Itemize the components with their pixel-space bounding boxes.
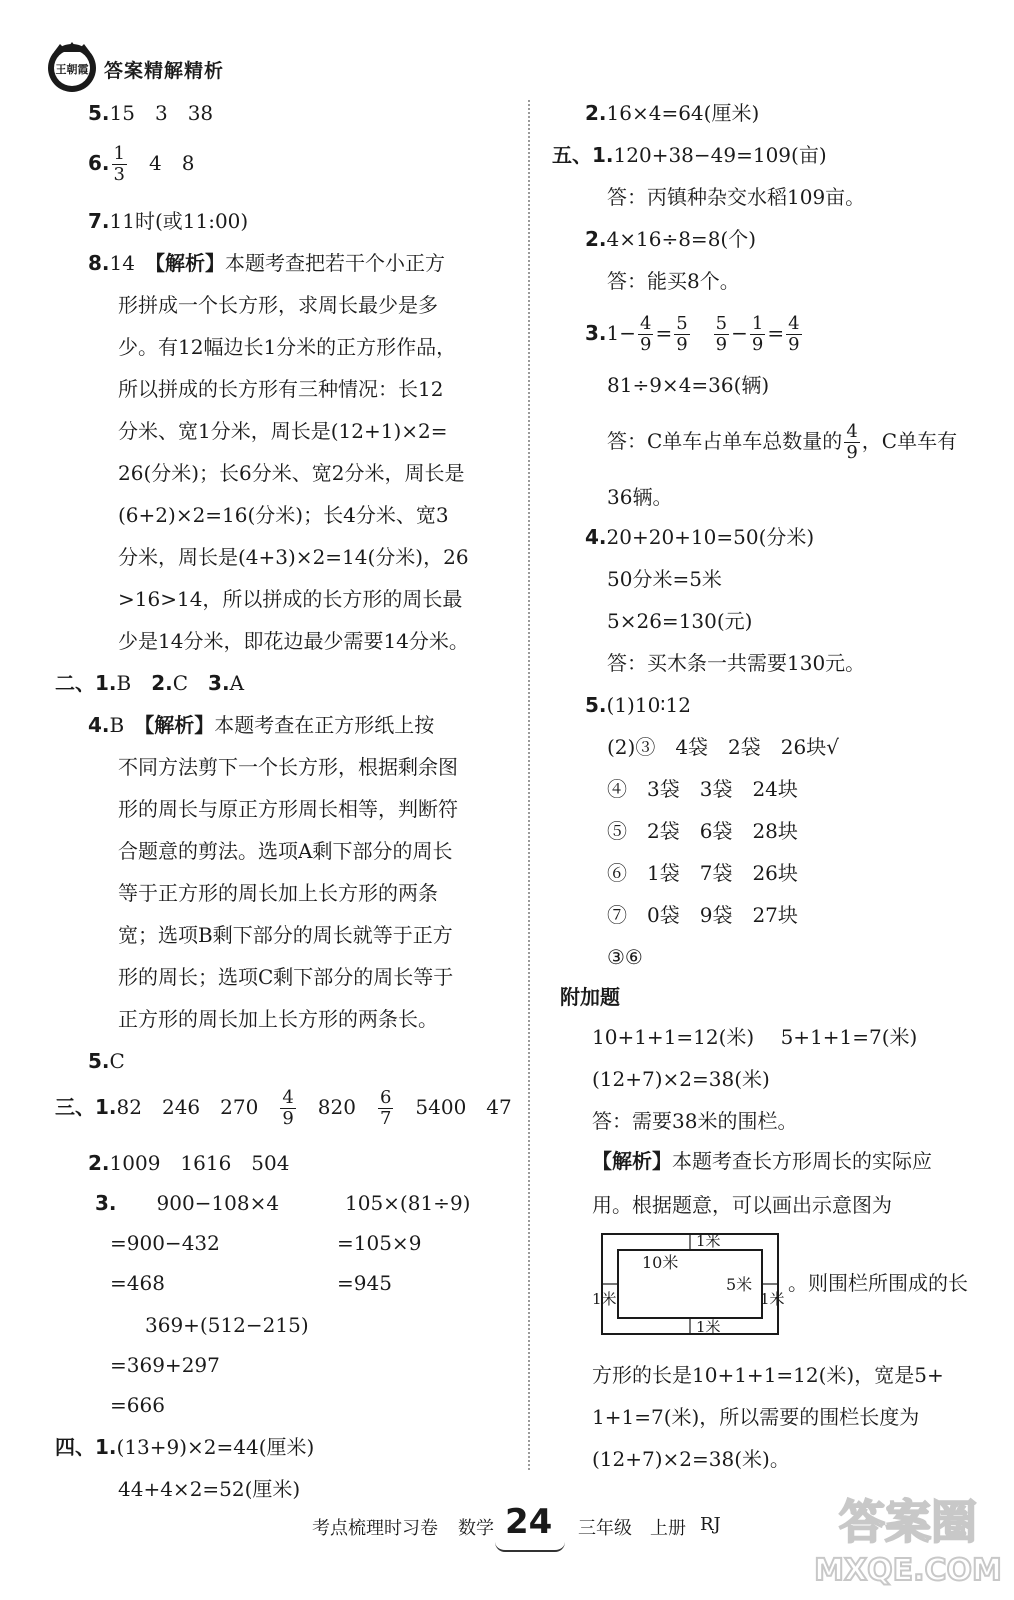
answer-line: 1+1=7(米)，所以需要的围栏长度为	[592, 1405, 920, 1429]
footer-term: 上册	[650, 1518, 686, 1539]
answer-line: =369+297	[110, 1353, 220, 1377]
answer-line: 4.20+20+10=50(分米)	[585, 525, 815, 549]
answer-line: 形的周长；选项C剩下部分的周长等于	[118, 965, 454, 989]
answer-line: 合题意的剪法。选项A剩下部分的周长	[118, 839, 453, 863]
footer-grade: 三年级	[578, 1518, 632, 1539]
answer-line: 7.11时(或11:00)	[88, 209, 249, 233]
diagram-bottom-label: 1米	[696, 1318, 721, 1336]
fence-diagram	[592, 1228, 788, 1340]
fraction: $\frac{4}{9}$	[640, 313, 652, 355]
answer-line: 5.(1)10∶12	[585, 693, 691, 717]
answer-line: 附加题	[560, 985, 620, 1009]
publisher-logo	[42, 36, 102, 96]
answer-line: 3.1− $\frac{4}{9}$ = $\frac{5}{9}$ $\frac{5}{9}$ − $\frac{1}{9}$ = $\frac{4}{9}$	[585, 313, 800, 355]
answer-line: 三、1.82 246 270 $\frac{4}{9}$ 820 $\frac{6}{7}$ 5400 47	[55, 1087, 512, 1129]
answer-line: 正方形的周长加上长方形的两条长。	[118, 1007, 438, 1031]
answer-line: =900−432	[110, 1231, 220, 1255]
answer-line: 2.4×16÷8=8(个)	[585, 227, 757, 251]
fraction: $\frac{1}{3}$	[113, 143, 125, 185]
diagram-inner-long: 10米	[642, 1253, 679, 1272]
diagram-inner-short: 5米	[726, 1275, 753, 1294]
answer-line: 等于正方形的周长加上长方形的两条	[118, 881, 438, 905]
fraction: $\frac{5}{9}$	[676, 313, 688, 355]
answer-line: ⑤ 2袋 6袋 28块	[607, 819, 798, 843]
answer-line: 5.15 3 38	[88, 101, 214, 125]
answer-line: =666	[110, 1393, 165, 1417]
answer-line: 50分米=5米	[607, 567, 722, 591]
diagram-right-label: 1米	[760, 1290, 785, 1308]
answer-line: 分米、宽1分米，周长是(12+1)×2=	[118, 419, 448, 443]
answer-line: 6. $\frac{1}{3}$ 4 8	[88, 143, 195, 185]
answer-line: 答：能买8个。	[607, 269, 740, 293]
answer-line: >16>14，所以拼成的长方形的周长最	[118, 587, 463, 611]
page-number-brace	[495, 1538, 565, 1552]
answer-line: 四、1.(13+9)×2=44(厘米)	[55, 1435, 315, 1459]
answer-line: 少。有12幅边长1分米的正方形作品，	[118, 335, 457, 359]
answer-line: (12+7)×2=38(米)	[592, 1067, 770, 1091]
answer-line: 答：买木条一共需要130元。	[607, 651, 866, 675]
answer-line: 。则围栏所围成的长	[788, 1271, 968, 1295]
fraction: $\frac{6}{7}$	[379, 1087, 392, 1129]
answer-line: ③⑥	[607, 945, 643, 969]
answer-line: 五、1.120+38−49=109(亩)	[552, 143, 827, 167]
svg-text:王朝霞: 王朝霞	[55, 63, 89, 76]
answer-line: 8.14 【解析】本题考查把若干个小正方	[88, 251, 445, 275]
fraction: $\frac{4}{9}$	[846, 421, 858, 463]
answer-line: (6+2)×2=16(分米)；长4分米、宽3	[118, 503, 449, 527]
page-number: 24	[505, 1502, 553, 1542]
answer-line: 答：C单车占单车总数量的 $\frac{4}{9}$ ，C单车有	[607, 421, 958, 463]
answer-line: 26(分米)；长6分米、宽2分米，周长是	[118, 461, 465, 485]
answer-line: ⑥ 1袋 7袋 26块	[607, 861, 798, 885]
answer-line: 5.C	[88, 1049, 125, 1073]
answer-line: 4.B 【解析】本题考查在正方形纸上按	[88, 713, 435, 737]
answer-line: 宽；选项B剩下部分的周长就等于正方	[118, 923, 453, 947]
column-divider	[528, 100, 530, 1470]
answer-line: =468	[110, 1271, 165, 1295]
answer-line: 105×(81÷9)	[345, 1191, 471, 1215]
answer-line: 二、1.B 2.C 3.A	[55, 671, 245, 695]
diagram-left-label: 1米	[592, 1290, 617, 1308]
footer-subject: 数学	[458, 1518, 494, 1539]
diagram-top-label: 1米	[696, 1232, 721, 1250]
footer-edition: RJ	[700, 1514, 721, 1535]
answer-line: 所以拼成的长方形有三种情况：长12	[118, 377, 444, 401]
svg-text:MXQE.COM: MXQE.COM	[814, 1553, 1002, 1588]
fraction: $\frac{4}{9}$	[788, 313, 800, 355]
answer-line: 少是14分米，即花边最少需要14分米。	[118, 629, 469, 653]
answer-line: 用。根据题意，可以画出示意图为	[592, 1193, 892, 1217]
answer-line: 答：丙镇种杂交水稻109亩。	[607, 185, 866, 209]
answer-line: 2.16×4=64(厘米)	[585, 101, 760, 125]
answer-line: 10+1+1=12(米) 5+1+1=7(米)	[592, 1025, 918, 1049]
answer-line: 3. 900−108×4	[95, 1191, 280, 1215]
answer-line: 369+(512−215)	[145, 1313, 309, 1337]
fraction: $\frac{4}{9}$	[282, 1087, 294, 1129]
answer-line: 形拼成一个长方形，求周长最少是多	[118, 293, 438, 317]
answer-line: 81÷9×4=36(辆)	[607, 373, 770, 397]
fraction: $\frac{5}{9}$	[715, 313, 728, 355]
answer-line: ④ 3袋 3袋 24块	[607, 777, 798, 801]
answer-line: 2.1009 1616 504	[88, 1151, 290, 1175]
answer-line: (12+7)×2=38(米)。	[592, 1447, 790, 1471]
answer-line: 44+4×2=52(厘米)	[118, 1477, 301, 1501]
answer-line: 形的周长与原正方形周长相等，判断符	[118, 797, 458, 821]
answer-line: 5×26=130(元)	[607, 609, 753, 633]
answer-line: (2)③ 4袋 2袋 26块√	[607, 735, 839, 759]
fraction: $\frac{1}{9}$	[751, 313, 764, 355]
page-header	[42, 36, 342, 96]
svg-text:答案圈: 答案圈	[839, 1495, 977, 1549]
answer-line: =945	[337, 1271, 392, 1295]
answer-line: 答：需要38米的围栏。	[592, 1109, 798, 1133]
watermark	[808, 1480, 1008, 1592]
answer-line: 36辆。	[607, 485, 673, 509]
answer-line: 方形的长是10+1+1=12(米)，宽是5+	[592, 1363, 944, 1387]
answer-line: 分米，周长是(4+3)×2=14(分米)，26	[118, 545, 469, 569]
answer-line: =105×9	[337, 1231, 422, 1255]
answer-line: 【解析】本题考查长方形周长的实际应	[592, 1149, 932, 1173]
footer-book: 考点梳理时习卷	[312, 1518, 438, 1539]
answer-line: ⑦ 0袋 9袋 27块	[607, 903, 798, 927]
header-title: 答案精解精析	[104, 60, 225, 82]
answer-line: 不同方法剪下一个长方形，根据剩余图	[118, 755, 458, 779]
